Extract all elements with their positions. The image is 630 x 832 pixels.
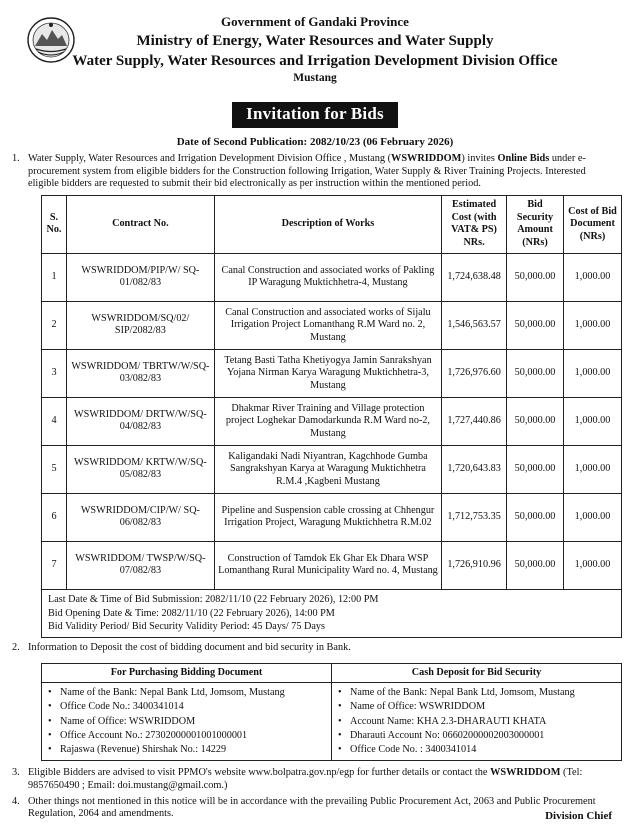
col-header-sn: S. No. [42, 195, 67, 253]
cell-doc-cost: 1,000.00 [564, 253, 622, 301]
paragraph-text: Information to Deposit the cost of bidding document and bid security in Bank. [28, 642, 351, 654]
paragraph-text: Other things not mentioned in this notice will be in accordance with the prevailing Public Procurement Act, 2063 and Public Procurement Regulation, 2064 and amendments. [28, 795, 596, 820]
col-header-bid-security: Bid Security Amount (NRs) [507, 195, 564, 253]
table-row [42, 253, 622, 301]
office-abbreviation: WSWRIDDOM [391, 153, 462, 165]
para1-text-c: under e-procurement system from eligible bidders for the Construction following Irrigation, Water Supply & River Training Projects. Interested eligible bidders are requested to submit their bid electronically as per instruction within the mentioned period. [28, 153, 586, 190]
bid-table [41, 195, 622, 590]
paragraph-text [28, 767, 618, 792]
cell-estimate: 1,727,440.86 [442, 397, 507, 445]
cell-sn: 6 [42, 493, 67, 541]
cell-description: Dhakmar River Training and Village protection project Loghekar Damodarkunda R.M Ward no-2, Mustang [214, 397, 441, 445]
cell-contract: WSWRIDDOM/ TWSP/W/SQ-07/082/83 [66, 541, 214, 589]
cell-doc-cost: 1,000.00 [564, 541, 622, 589]
cell-description: Kaligandaki Nadi Niyantran, Kagchhode Gumba Sangrakshyan Karya at Waragung Muktichhetra R.M.4 ,Kagbeni Mustang [214, 445, 441, 493]
table-row [42, 541, 622, 589]
paragraph-number: 1. [12, 153, 20, 165]
list-item: • Name of the Bank: Nepal Bank Ltd, Jomsom, Mustang [338, 686, 615, 700]
cell-doc-cost: 1,000.00 [564, 301, 622, 349]
bank-info-table [41, 663, 622, 762]
notice-title: Invitation for Bids [232, 102, 398, 128]
bidding-document-header: For Purchasing Bidding Document [42, 663, 332, 682]
paragraph-2 [12, 642, 618, 655]
list-item: • Dharauti Account No: 06602000002003000001 [338, 729, 615, 743]
cell-sn: 1 [42, 253, 67, 301]
table-header-row [42, 195, 622, 253]
cell-contract: WSWRIDDOM/ TBRTW/W/SQ-03/082/83 [66, 349, 214, 397]
signature-division-chief: Division Chief [545, 810, 612, 822]
online-bids-text: Online Bids [497, 153, 550, 165]
cell-sn: 5 [42, 445, 67, 493]
ministry-name: Ministry of Energy, Water Resources and Water Supply [136, 32, 494, 49]
list-item: • Account Name: KHA 2.3-DHARAUTI KHATA [338, 715, 615, 729]
paragraph-number: 3. [12, 767, 20, 779]
col-header-contract: Contract No. [66, 195, 214, 253]
bid-security-header: Cash Deposit for Bid Security [332, 663, 622, 682]
list-item: • Office Account No.: 27302000001001000001 [48, 729, 325, 743]
cell-contract: WSWRIDDOM/PIP/W/ SQ-01/082/83 [66, 253, 214, 301]
cell-security: 50,000.00 [507, 541, 564, 589]
list-item: • Office Code No.: 3400341014 [48, 700, 325, 714]
bidding-document-details [42, 683, 332, 761]
list-item: • Office Code No. : 3400341014 [338, 743, 615, 757]
cell-security: 50,000.00 [507, 301, 564, 349]
office-abbreviation: WSWRIDDOM [490, 767, 561, 779]
table-row [42, 397, 622, 445]
col-header-estimated-cost: Estimated Cost (with VAT& PS) NRs. [442, 195, 507, 253]
cell-security: 50,000.00 [507, 397, 564, 445]
cell-security: 50,000.00 [507, 349, 564, 397]
table-row [42, 493, 622, 541]
paragraph-4 [12, 796, 618, 821]
paragraph-number: 4. [12, 795, 20, 807]
cell-sn: 3 [42, 349, 67, 397]
cell-estimate: 1,726,910.96 [442, 541, 507, 589]
cell-security: 50,000.00 [507, 445, 564, 493]
publication-date: Date of Second Publication: 2082/10/23 (06 February 2026) [176, 135, 454, 148]
cell-contract: WSWRIDDOM/ KRTW/W/SQ-05/082/83 [66, 445, 214, 493]
submission-deadline: Last Date & Time of Bid Submission: 2082/11/10 (22 February 2026), 12:00 PM [48, 593, 379, 605]
bid-dates-box [41, 590, 622, 638]
cell-description: Pipeline and Suspension cable crossing at Chhengur Irrigation Project, Waragung Muktichhetra R.M.02 [214, 493, 441, 541]
cell-estimate: 1,546,563.57 [442, 301, 507, 349]
table-row [42, 349, 622, 397]
para1-text-a: Water Supply, Water Resources and Irrigation Development Division Office , Mustang ( [28, 153, 392, 165]
cell-doc-cost: 1,000.00 [564, 493, 622, 541]
cell-contract: WSWRIDDOM/CIP/W/ SQ-06/082/83 [66, 493, 214, 541]
list-item: • Name of Office: WSWRIDDOM [338, 700, 615, 714]
list-item: • Rajaswa (Revenue) Shirshak No.: 14229 [48, 743, 325, 757]
nepal-emblem-icon [26, 16, 76, 64]
list-item: • Name of Office: WSWRIDDOM [48, 715, 325, 729]
cell-estimate: 1,724,638.48 [442, 253, 507, 301]
cell-estimate: 1,720,643.83 [442, 445, 507, 493]
para1-text-b: ) invites [461, 153, 498, 165]
paragraph-text [28, 153, 618, 191]
cell-contract: WSWRIDDOM/ DRTW/W/SQ-04/082/83 [66, 397, 214, 445]
cell-doc-cost: 1,000.00 [564, 445, 622, 493]
paragraph-3 [12, 767, 618, 792]
paragraph-number: 2. [12, 642, 20, 654]
paragraph-1 [12, 153, 618, 191]
notice-header [12, 12, 618, 102]
para3-text-b: (Tel: 9857650490 ; Email: doi.mustang@gmail.com.) [28, 767, 583, 792]
bid-validity-period: Bid Validity Period/ Bid Security Validity Period: 45 Days/ 75 Days [48, 621, 325, 633]
cell-sn: 4 [42, 397, 67, 445]
table-row [42, 301, 622, 349]
cell-estimate: 1,726,976.60 [442, 349, 507, 397]
cell-doc-cost: 1,000.00 [564, 349, 622, 397]
division-office-name: Water Supply, Water Resources and Irrigation Development Division Office [72, 53, 558, 70]
cell-security: 50,000.00 [507, 253, 564, 301]
cell-contract: WSWRIDDOM/SQ/02/ SIP/2082/83 [66, 301, 214, 349]
cell-description: Canal Construction and associated works of Sijalu Irrigation Project Lomanthang R.M Ward no. 2, Mustang [214, 301, 441, 349]
bid-opening-date: Bid Opening Date & Time: 2082/11/10 (22 February 2026), 14:00 PM [48, 607, 335, 619]
list-item: • Name of the Bank: Nepal Bank Ltd, Jomsom, Mustang [48, 686, 325, 700]
col-header-description: Description of Works [214, 195, 441, 253]
district-name: Mustang [293, 72, 337, 85]
cell-description: Construction of Tamdok Ek Ghar Ek Dhara WSP Lomanthang Rural Municipality Ward no. 4, Mustang [214, 541, 441, 589]
cell-security: 50,000.00 [507, 493, 564, 541]
cell-description: Tetang Basti Tatha Khetiyogya Jamin Sanrakshyan Yojana Nirman Karya Waragung Muktichhetra-3, Mustang [214, 349, 441, 397]
cell-estimate: 1,712,753.35 [442, 493, 507, 541]
col-header-bid-document-cost: Cost of Bid Document (NRs) [564, 195, 622, 253]
para3-text-a: Eligible Bidders are advised to visit PPMO's website www.bolpatra.gov.np/egp for further details or contact the [28, 767, 491, 779]
cell-sn: 7 [42, 541, 67, 589]
cell-doc-cost: 1,000.00 [564, 397, 622, 445]
cell-sn: 2 [42, 301, 67, 349]
government-name: Government of Gandaki Province [221, 14, 409, 29]
table-row [42, 445, 622, 493]
cell-description: Canal Construction and associated works of Pakling IP Waragung Muktichhetra-4, Mustang [214, 253, 441, 301]
bid-security-details [332, 683, 622, 761]
